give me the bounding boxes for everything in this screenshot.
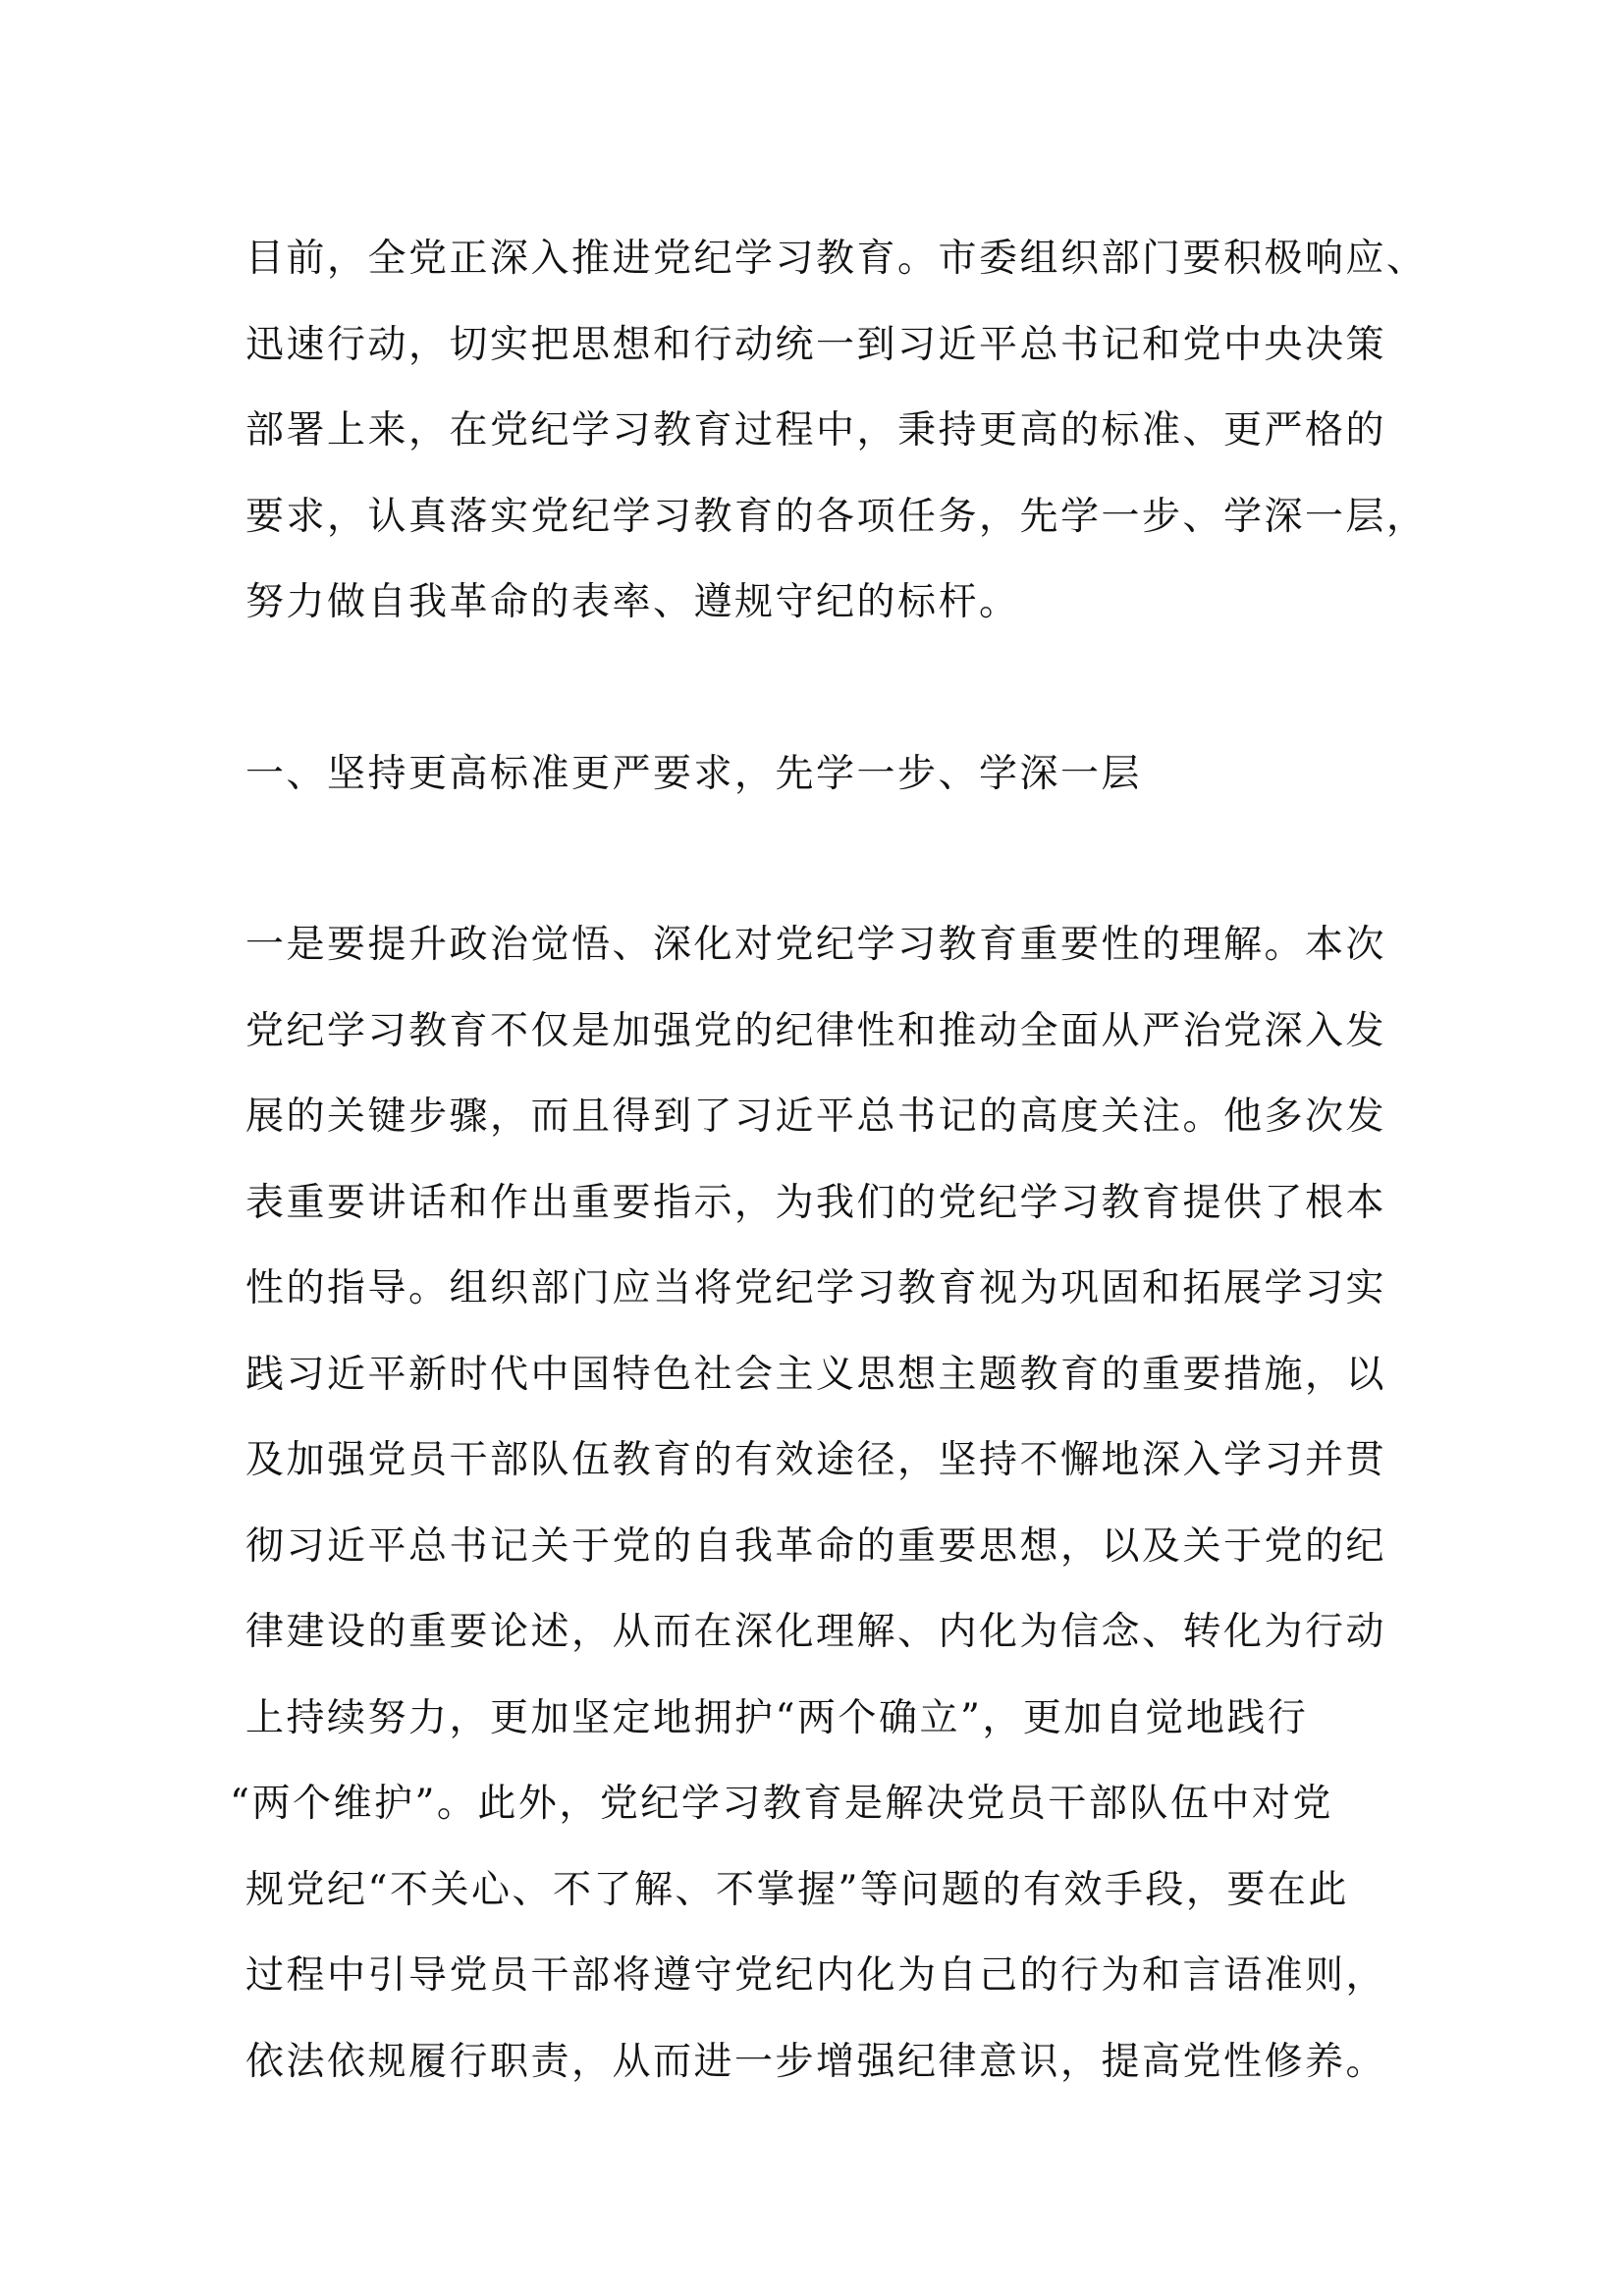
paragraph-line: 上持续努力，更加坚定地拥护“两个确立”，更加自觉地践行: [245, 1695, 1309, 1740]
paragraph-line: 依法依规履行职责，从而进一步增强纪律意识，提高党性修养。: [245, 2039, 1387, 2084]
paragraph-line: 党纪学习教育不仅是加强党的纪律性和推动全面从严治党深入发: [245, 1008, 1387, 1053]
paragraph-line: 彻习近平总书记关于党的自我革命的重要思想，以及关于党的纪: [245, 1523, 1387, 1569]
intro-paragraph: [245, 216, 1428, 646]
intro-line: 迅速行动，切实把思想和行动统一到习近平总书记和党中央决策: [245, 322, 1387, 367]
intro-line: 要求，认真落实党纪学习教育的各项任务，先学一步、学深一层，: [245, 494, 1428, 539]
body-paragraph: [230, 902, 1387, 2105]
document-content: [230, 216, 1428, 2105]
paragraph-line: 表重要讲话和作出重要指示，为我们的党纪学习教育提供了根本: [245, 1180, 1387, 1225]
paragraph-line: 过程中引导党员干部将遵守党纪内化为自己的行为和言语准则，: [245, 1953, 1387, 1998]
paragraph-line: 践习近平新时代中国特色社会主义思想主题教育的重要措施，以: [245, 1352, 1387, 1397]
intro-line: 努力做自我革命的表率、遵规守纪的标杆。: [245, 580, 1020, 624]
section-heading: [245, 731, 1384, 818]
paragraph-line: “两个维护”。此外，党纪学习教育是解决党员干部队伍中对党: [230, 1782, 1333, 1826]
paragraph-line: 一是要提升政治觉悟、深化对党纪学习教育重要性的理解。本次: [245, 923, 1387, 967]
paragraph-line: 规党纪“不关心、不了解、不掌握”等问题的有效手段，要在此: [245, 1867, 1349, 1912]
paragraph-line: 展的关键步骤，而且得到了习近平总书记的高度关注。他多次发: [245, 1095, 1387, 1139]
paragraph-line: 律建设的重要论述，从而在深化理解、内化为信念、转化为行动: [245, 1610, 1387, 1654]
section-heading-text: 一、坚持更高标准更严要求，先学一步、学深一层: [245, 751, 1143, 796]
intro-line: 部署上来，在党纪学习教育过程中，秉持更高的标准、更严格的: [245, 408, 1387, 453]
paragraph-line: 性的指导。组织部门应当将党纪学习教育视为巩固和拓展学习实: [245, 1266, 1387, 1310]
paragraph-line: 及加强党员干部队伍教育的有效途径，坚持不懈地深入学习并贯: [245, 1438, 1387, 1482]
intro-line: 目前，全党正深入推进党纪学习教育。市委组织部门要积极响应、: [245, 237, 1428, 281]
